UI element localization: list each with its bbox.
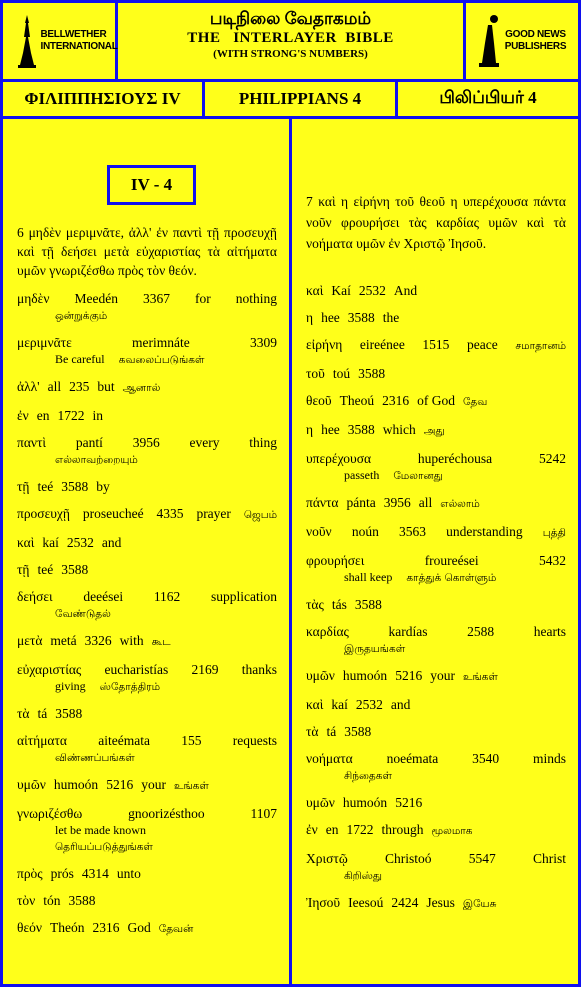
- word-entry-part: 2588: [467, 624, 495, 639]
- word-entry-part: μεριμνᾶτε: [17, 335, 72, 350]
- word-entry-part: tá: [326, 724, 337, 739]
- word-entry-part: noeémata: [386, 751, 439, 766]
- left-logo-text: BELLWETHER INTERNATIONAL: [40, 29, 118, 52]
- word-entry: [17, 378, 277, 397]
- word-entry-part: and: [390, 697, 411, 712]
- word-entry-part: καὶ: [306, 283, 324, 298]
- word-entry-part: eucharistías: [104, 662, 169, 677]
- word-entry-part: 3956: [383, 495, 411, 510]
- word-entry-part: gnoorizésthoo: [128, 806, 205, 821]
- word-entry-part: prayer: [196, 506, 231, 521]
- word-entry-part: en: [325, 822, 339, 837]
- word-entry-part: δεήσει: [17, 589, 53, 604]
- word-entry-part: aiteémata: [98, 733, 150, 748]
- word-entry-part: 1162: [153, 589, 181, 604]
- word-entry: [17, 561, 277, 578]
- word-entry-part: μετὰ: [17, 633, 43, 648]
- word-entry-part: υμῶν: [306, 668, 335, 683]
- word-entry-part: thanks: [241, 662, 278, 677]
- word-entry-part: understanding: [446, 524, 523, 539]
- word-entry: [306, 523, 566, 542]
- word-entry-part: all: [47, 379, 62, 394]
- word-entry-part: சமாதானம்: [515, 340, 567, 352]
- word-entry-part: உங்கள்: [462, 671, 498, 683]
- word-entry-part: merimnáte: [132, 335, 190, 350]
- title-tamil: படிநிலை வேதாகமம்: [209, 9, 372, 28]
- word-entry-part: 1722: [57, 408, 85, 423]
- word-entry-part: by: [96, 479, 110, 494]
- word-entry-part: 3309: [250, 335, 277, 350]
- word-entry-part: hee: [321, 310, 340, 325]
- word-entry-part: τῇ: [17, 562, 30, 577]
- word-entry-part: peace: [467, 337, 498, 352]
- word-entry: [17, 434, 277, 468]
- word-entry-part: καὶ: [17, 535, 35, 550]
- word-entry-part: 3367: [142, 291, 170, 306]
- word-entry: [306, 282, 566, 299]
- word-entry: [17, 534, 277, 551]
- word-entry-part: γνωριζέσθω: [17, 806, 83, 821]
- word-entry-part: 5216: [106, 777, 134, 792]
- word-entry-part: through: [381, 822, 424, 837]
- word-entry-part: ἐν: [306, 822, 318, 837]
- word-entry-part: ஸ்தோத்திரம்: [99, 681, 161, 693]
- word-entry-part: Ἰησοῦ: [306, 895, 341, 910]
- word-entry-part: kardías: [388, 624, 428, 639]
- word-entry-part: kaí: [331, 697, 348, 712]
- word-entry-part: πάντα: [306, 495, 339, 510]
- good-news-logo: [466, 3, 578, 79]
- word-entry-part: 3326: [84, 633, 112, 648]
- word-entry-part: and: [101, 535, 122, 550]
- word-entry-part: η: [306, 310, 314, 325]
- word-entry-part: Theoú: [339, 393, 375, 408]
- word-entry-part: தெரியப்படுத்துங்கள்: [55, 841, 153, 853]
- bellwether-tower-icon: [16, 13, 38, 69]
- word-entry-part: 3588: [61, 479, 89, 494]
- word-entry-part: 3540: [472, 751, 500, 766]
- word-entry: [306, 723, 566, 740]
- title-block: [118, 3, 463, 79]
- word-entry-part: which: [382, 422, 416, 437]
- word-entry-part: ἐν: [17, 408, 29, 423]
- word-entry: [17, 334, 277, 368]
- word-entry: [306, 336, 566, 355]
- word-entry-part: 1722: [346, 822, 374, 837]
- word-entry-part: καὶ: [306, 697, 324, 712]
- word-entry-part: giving: [55, 679, 86, 693]
- word-entry-part: froureései: [424, 553, 479, 568]
- word-entry-part: tás: [331, 597, 347, 612]
- word-entry-part: And: [393, 283, 418, 298]
- word-entry-part: 235: [69, 379, 90, 394]
- word-entry-part: huperéchousa: [417, 451, 493, 466]
- word-entry-part: ἀλλ': [17, 379, 40, 394]
- word-entry: [306, 552, 566, 586]
- word-entry-part: ஒன்றுக்கும்: [55, 310, 108, 322]
- word-entry-part: teé: [37, 562, 54, 577]
- word-entry-part: 5547: [468, 851, 496, 866]
- word-entry-part: 3588: [354, 597, 382, 612]
- word-entry: [306, 494, 566, 513]
- word-entry-part: prós: [50, 866, 74, 881]
- word-entry: [17, 892, 277, 909]
- word-entry-part: υπερέχουσα: [306, 451, 372, 466]
- word-entry-part: God: [127, 920, 151, 935]
- left-column: [3, 119, 289, 984]
- word-entry-part: νοῦν: [306, 524, 332, 539]
- word-entry-part: ஜெபம்: [243, 509, 278, 521]
- word-entry-part: 2169: [191, 662, 219, 677]
- word-entry-part: τῇ: [17, 479, 30, 494]
- page-subtitle: (WITH STRONG'S NUMBERS): [213, 48, 368, 60]
- word-entry-part: 5216: [395, 668, 423, 683]
- word-entry-part: 3588: [61, 562, 89, 577]
- word-entry-part: 5432: [539, 553, 566, 568]
- word-entry-part: Χριστῷ: [306, 851, 348, 866]
- word-entry-part: θεοῦ: [306, 393, 332, 408]
- word-entry-part: ஆனால்: [122, 382, 161, 394]
- word-entry-part: noún: [351, 524, 379, 539]
- word-entry-part: toú: [332, 366, 351, 381]
- word-entry-part: கிறிஸ்து: [344, 870, 383, 882]
- word-entry: [17, 478, 277, 495]
- book-greek: ΦΙΛΙΠΠΗΣΙΟΥΣ IV: [3, 82, 202, 116]
- word-entry-part: 2532: [358, 283, 386, 298]
- word-entry-part: வேண்டுதல்: [55, 608, 111, 620]
- word-entry-part: παντὶ: [17, 435, 47, 450]
- word-entry-part: καρδίας: [306, 624, 349, 639]
- word-entry-part: in: [92, 408, 104, 423]
- word-entry-part: Ieesoú: [348, 895, 384, 910]
- word-entry: [306, 596, 566, 613]
- word-entry-part: requests: [232, 733, 278, 748]
- word-entry-part: 3588: [68, 893, 96, 908]
- word-entry-part: θεόν: [17, 920, 42, 935]
- word-entry-part: every thing: [189, 435, 278, 450]
- word-entry-part: இயேசு: [462, 898, 497, 910]
- word-entry-part: passeth: [344, 468, 380, 482]
- word-entry-part: humoón: [53, 777, 99, 792]
- word-entry-part: 2316: [92, 920, 120, 935]
- word-entry: [306, 309, 566, 326]
- word-entry: [17, 705, 277, 722]
- word-entry-part: with: [119, 633, 144, 648]
- word-entry-part: proseucheé: [82, 506, 144, 521]
- lamp-figure-icon: [476, 13, 500, 69]
- word-entry-part: shall keep: [344, 570, 393, 584]
- word-entry-part: pánta: [346, 495, 376, 510]
- word-entry-part: 3563: [398, 524, 426, 539]
- page-title: THE INTERLAYER BIBLE: [187, 30, 394, 46]
- right-logo-text: GOOD NEWS PUBLISHERS: [504, 29, 567, 52]
- word-entry-part: மூலமாக: [431, 825, 473, 837]
- word-entry: [306, 667, 566, 686]
- word-entry-part: τὸν: [17, 893, 36, 908]
- word-entry: [306, 750, 566, 784]
- book-english: PHILIPPIANS 4: [205, 82, 395, 116]
- word-entry-part: let be made known: [55, 823, 146, 837]
- word-entry: [17, 290, 277, 324]
- word-entry-part: கூட: [151, 636, 171, 648]
- word-entry: [306, 392, 566, 411]
- word-entry-part: உங்கள்: [173, 780, 209, 792]
- word-entry: [17, 505, 277, 524]
- word-entry-part: humoón: [342, 795, 388, 810]
- word-entry: [306, 421, 566, 440]
- word-entry-part: காத்துக் கொள்ளும்: [406, 572, 497, 584]
- word-entry-part: all: [418, 495, 433, 510]
- word-entry-part: eireénee: [359, 337, 405, 352]
- word-entry-part: கவலைப்படுங்கள்: [118, 354, 205, 366]
- word-entry-part: தேவ: [462, 396, 488, 408]
- word-entry-part: teé: [37, 479, 54, 494]
- word-entry-part: your: [430, 668, 455, 683]
- word-entry-part: of God: [417, 393, 455, 408]
- word-entry-part: 3956: [132, 435, 160, 450]
- word-entry-part: 2316: [382, 393, 410, 408]
- word-entry-part: en: [36, 408, 50, 423]
- word-entry-part: 3588: [55, 706, 83, 721]
- word-entry-part: Christoó: [384, 851, 432, 866]
- word-entry-part: 5242: [539, 451, 566, 466]
- word-entry-part: pantí: [75, 435, 103, 450]
- word-entry-part: τὰς: [306, 597, 324, 612]
- word-entry-part: Kaí: [331, 283, 351, 298]
- word-entry: [306, 696, 566, 713]
- word-entry-part: இருதயங்கள்: [344, 643, 406, 655]
- bellwether-logo: [3, 3, 118, 79]
- word-entry-part: hearts: [533, 624, 566, 639]
- word-entry-part: 3588: [347, 422, 375, 437]
- word-entry-part: deeései: [83, 589, 124, 604]
- word-entry-part: εἰρήνη: [306, 337, 343, 352]
- word-entry-part: Be careful: [55, 352, 105, 366]
- word-entry: [17, 661, 277, 695]
- word-entry-part: Theón: [50, 920, 85, 935]
- word-entry-part: tá: [37, 706, 48, 721]
- word-entry-part: 1107: [250, 806, 277, 821]
- word-entry-part: φρουρήσει: [306, 553, 365, 568]
- word-entry-part: for nothing: [195, 291, 278, 306]
- word-entry: [306, 623, 566, 657]
- word-entry-part: supplication: [211, 589, 278, 604]
- word-entry-part: μηδὲν: [17, 291, 50, 306]
- word-entry: [306, 450, 566, 484]
- word-entry-part: 5216: [395, 795, 423, 810]
- word-entry-part: τοῦ: [306, 366, 325, 381]
- word-entry: [17, 805, 277, 855]
- word-entry-part: Jesus: [426, 895, 455, 910]
- word-entry-part: 3588: [358, 366, 386, 381]
- word-entry: [17, 776, 277, 795]
- word-entry: [306, 894, 566, 913]
- word-entry-part: மேலானது: [393, 470, 443, 482]
- word-entry-part: αἰτήματα: [17, 733, 67, 748]
- word-entry-part: η: [306, 422, 314, 437]
- right-word-list: [306, 282, 566, 913]
- word-entry-part: τὰ: [17, 706, 30, 721]
- word-entry-part: νοήματα: [306, 751, 353, 766]
- word-entry-part: 4335: [156, 506, 184, 521]
- word-entry-part: πρὸς: [17, 866, 43, 881]
- word-entry-part: புத்தி: [542, 527, 567, 539]
- word-entry: [17, 588, 277, 622]
- word-entry: [306, 794, 566, 811]
- word-entry-part: unto: [116, 866, 141, 881]
- word-entry-part: அது: [423, 425, 445, 437]
- word-entry-part: metá: [50, 633, 77, 648]
- word-entry: [17, 407, 277, 424]
- word-entry-part: 4314: [81, 866, 109, 881]
- word-entry: [306, 821, 566, 840]
- book-tamil: பிலிப்பியர் 4: [398, 82, 578, 116]
- word-entry-part: விண்ணப்பங்கள்: [55, 752, 135, 764]
- word-entry-part: προσευχῇ: [17, 506, 70, 521]
- word-entry-part: 155: [181, 733, 202, 748]
- word-entry-part: tón: [43, 893, 61, 908]
- word-entry-part: humoón: [342, 668, 388, 683]
- word-entry-part: but: [97, 379, 115, 394]
- word-entry-part: 1515: [422, 337, 450, 352]
- word-entry-part: 2532: [355, 697, 383, 712]
- word-entry: [17, 865, 277, 882]
- word-entry-part: 2424: [391, 895, 419, 910]
- word-entry-part: சிந்தைகள்: [344, 770, 392, 782]
- word-entry: [17, 919, 277, 938]
- word-entry-part: kaí: [42, 535, 59, 550]
- word-entry-part: எல்லாவற்றையும்: [55, 454, 138, 466]
- left-word-list: [17, 290, 277, 938]
- word-entry-part: Christ: [532, 851, 566, 866]
- word-entry-part: the: [382, 310, 400, 325]
- word-entry-part: your: [141, 777, 166, 792]
- word-entry-part: Meedén: [74, 291, 118, 306]
- verse-6-text: 6 μηδὲν μεριμνᾶτε, ἀλλ' ἐν παντὶ τῇ προσευχῇ καὶ τῇ δεήσει μετὰ εὐχαριστίας τὰ αἰτήματα υμῶν γνωριζέσθω πρὸς τὸν θεόν.: [17, 225, 277, 278]
- word-entry-part: 3588: [344, 724, 372, 739]
- verse-7-text: 7 καὶ η εἰρήνη τοῦ θεοῦ η υπερέχουσα πάντα νοῦν φρουρήσει τὰς καρδίας υμῶν καὶ τὰ νοήματα υμῶν ἐν Χριστῷ Ἰησοῦ.: [306, 194, 566, 251]
- word-entry-part: தேவன்: [158, 923, 194, 935]
- word-entry-part: υμῶν: [17, 777, 46, 792]
- word-entry-part: 3588: [347, 310, 375, 325]
- word-entry-part: εὐχαριστίας: [17, 662, 82, 677]
- word-entry: [306, 850, 566, 884]
- word-entry-part: hee: [321, 422, 340, 437]
- word-entry-part: எல்லாம்: [440, 498, 480, 510]
- word-entry-part: 2532: [66, 535, 94, 550]
- word-entry-part: τὰ: [306, 724, 319, 739]
- chapter-box: IV - 4: [107, 165, 196, 205]
- word-entry: [17, 632, 277, 651]
- word-entry: [306, 365, 566, 382]
- word-entry: [17, 732, 277, 766]
- word-entry-part: minds: [533, 751, 567, 766]
- word-entry-part: υμῶν: [306, 795, 335, 810]
- right-column: [292, 119, 578, 984]
